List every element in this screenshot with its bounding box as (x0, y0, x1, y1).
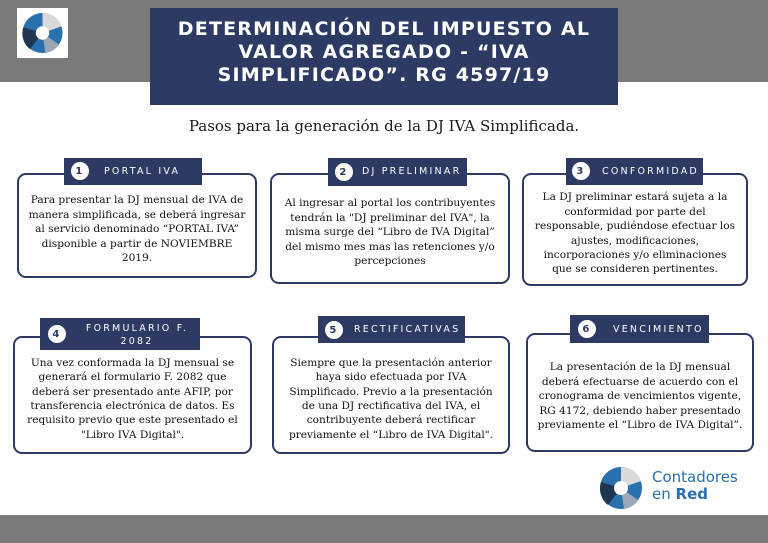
step-3-number: 3 (570, 160, 592, 182)
step-1-header (64, 158, 202, 185)
step-6-number: 6 (576, 318, 598, 340)
step-5-title: RECTIFICATIVAS (354, 324, 461, 335)
subtitle: Pasos para la generación de la DJ IVA Simplificada. (188, 117, 580, 135)
step-2-title: DJ PRELIMINAR (362, 166, 462, 177)
step-card-rectificativas (272, 336, 510, 454)
step-2-text: Al ingresar al portal los contribuyentes tendrán la "DJ preliminar del IVA", la misma surge del “Libro de IVA Digital” del mismo mes mas las retenciones y/o percepciones (284, 197, 496, 268)
title-line-3: SIMPLIFICADO”. RG 4597/19 (217, 64, 551, 86)
step-1-number: 1 (69, 160, 91, 182)
step-1-title: PORTAL IVA (104, 166, 181, 177)
brand-logo (592, 459, 749, 515)
step-3-title: CONFORMIDAD (602, 166, 699, 177)
bottom-gray-band (0, 515, 768, 543)
step-5-number: 5 (323, 319, 345, 341)
step-2-number: 2 (333, 161, 355, 183)
step-card-formulario (13, 336, 252, 454)
title-line-2: VALOR AGREGADO - “IVA (238, 41, 530, 63)
step-3-text: La DJ preliminar estará sujeta a la conformidad por parte del responsable, pudiéndose efectuar los ajustes, modificaciones, incorporaciones y/o eliminaciones que se consideren pertinentes. (534, 191, 736, 276)
brand-name (652, 469, 738, 503)
page-title (150, 8, 618, 105)
step-5-header (318, 316, 465, 343)
title-line-1: DETERMINACIÓN DEL IMPUESTO AL (177, 18, 591, 40)
brand-name-red: Red (675, 485, 708, 503)
step-1-text: Para presentar la DJ mensual de IVA de manera simplificada, se deberá ingresar al servicio denominado “PORTAL IVA” disponible a partir de NOVIEMBRE 2019. (28, 194, 246, 265)
step-6-text: La presentación de la DJ mensual deberá efectuarse de acuerdo con el cronograma de vencimientos vigente, RG 4172, debiendo haber presentado previamente el “Libro de IVA Digital”. (537, 361, 743, 432)
brand-mark-icon (598, 465, 644, 511)
step-2-header (328, 158, 467, 186)
step-card-vencimiento (526, 333, 754, 452)
brand-name-en: en (652, 485, 676, 503)
step-card-portal-iva (17, 173, 257, 278)
logo-icon (17, 8, 68, 58)
step-4-number: 4 (46, 323, 68, 345)
step-4-text: Una vez conformada la DJ mensual se generará el formulario F. 2082 que deberá ser presentado ante AFIP, por transferencia electrónica de datos. Es requisito previo que este presentado el "Libro IVA Digital". (27, 356, 238, 441)
step-4-title: FORMULARIO F. 2082 (85, 323, 189, 347)
step-5-text: Siempre que la presentación anterior haya sido efectuada por IVA Simplificado. Previo a la presentación de una DJ rectificativa del IVA, el contribuyente deberá rectificar previamente el “Libro de IVA Digital". (288, 356, 494, 441)
brand-name-line-1: Contadores (652, 468, 738, 486)
step-3-header (566, 158, 703, 185)
step-6-header (570, 315, 709, 343)
step-card-conformidad (522, 173, 748, 286)
step-6-title: VENCIMIENTO (613, 324, 704, 335)
step-card-dj-preliminar (270, 173, 510, 284)
step-4-header (40, 318, 200, 350)
